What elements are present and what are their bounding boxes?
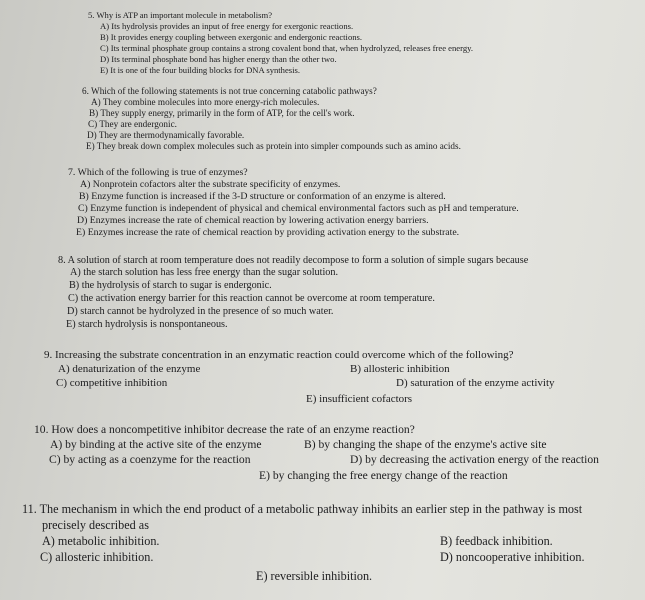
question-6-stem: 6. Which of the following statements is not true concerning catabolic pathways?: [82, 86, 377, 96]
question-6-option-c: C) They are endergonic.: [88, 119, 177, 129]
question-10-option-d: D) by decreasing the activation energy of the reaction: [350, 453, 599, 466]
question-5-option-b: B) It provides energy coupling between exergonic and endergonic reactions.: [100, 32, 363, 42]
question-10-option-b: B) by changing the shape of the enzyme's active site: [304, 438, 547, 451]
question-11-option-b: B) feedback inhibition.: [440, 534, 553, 548]
question-5-option-a: A) Its hydrolysis provides an input of free energy for exergonic reactions.: [100, 21, 354, 31]
question-9-stem: 9. Increasing the substrate concentration in an enzymatic reaction could overcome which of the following?: [44, 349, 514, 361]
question-9-option-d: D) saturation of the enzyme activity: [396, 377, 555, 389]
question-6-option-b: B) They supply energy, primarily in the form of ATP, for the cell's work.: [89, 108, 355, 118]
question-9-option-c: C) competitive inhibition: [56, 377, 168, 389]
question-9-option-a: A) denaturization of the enzyme: [58, 363, 201, 375]
question-8-stem: 8. A solution of starch at room temperature does not readily decompose to form a solution of simple sugars because: [58, 255, 529, 266]
question-10-stem: 10. How does a noncompetitive inhibitor decrease the rate of an enzyme reaction?: [34, 423, 415, 436]
question-10-option-e: E) by changing the free energy change of the reaction: [259, 469, 508, 482]
question-8-option-e: E) starch hydrolysis is nonspontaneous.: [66, 319, 228, 330]
question-6-option-d: D) They are thermodynamically favorable.: [87, 130, 245, 140]
question-6-option-e: E) They break down complex molecules such as protein into simpler compounds such as amino acids.: [86, 141, 461, 151]
question-7-option-b: B) Enzyme function is increased if the 3-D structure or conformation of an enzyme is altered.: [79, 191, 446, 202]
question-5-option-d: D) Its terminal phosphate bond has higher energy than the other two.: [100, 54, 337, 64]
question-11-option-c: C) allosteric inhibition.: [40, 550, 154, 564]
question-11-option-d: D) noncooperative inhibition.: [440, 550, 585, 564]
question-8-option-c: C) the activation energy barrier for this reaction cannot be overcome at room temperature.: [68, 293, 435, 304]
question-6-option-a: A) They combine molecules into more energy-rich molecules.: [91, 97, 320, 107]
question-8-option-d: D) starch cannot be hydrolyzed in the presence of so much water.: [67, 306, 334, 317]
question-7-option-a: A) Nonprotein cofactors alter the substrate specificity of enzymes.: [80, 179, 341, 190]
question-11-option-e: E) reversible inhibition.: [256, 569, 373, 583]
question-8-option-a: A) the starch solution has less free energy than the sugar solution.: [70, 267, 339, 278]
question-7-option-c: C) Enzyme function is independent of physical and chemical environmental factors such as pH and temperature.: [78, 203, 519, 214]
question-9-option-e: E) insufficient cofactors: [306, 393, 413, 405]
question-8-option-b: B) the hydrolysis of starch to sugar is endergonic.: [69, 280, 272, 291]
question-10-option-a: A) by binding at the active site of the enzyme: [50, 438, 262, 451]
question-11-stem-line-1: 11. The mechanism in which the end product of a metabolic pathway inhibits an earlier step in the pathway is most: [22, 502, 583, 516]
question-11-stem-line-2: precisely described as: [42, 518, 149, 532]
question-11-option-a: A) metabolic inhibition.: [42, 534, 160, 548]
question-7-option-e: E) Enzymes increase the rate of chemical reaction by providing activation energy to the substrate.: [76, 227, 460, 238]
question-7-option-d: D) Enzymes increase the rate of chemical reaction by lowering activation energy barriers.: [77, 215, 429, 226]
question-9-option-b: B) allosteric inhibition: [350, 363, 450, 375]
question-5-option-c: C) Its terminal phosphate group contains a strong covalent bond that, when hydrolyzed, releases free energy.: [100, 43, 473, 53]
question-5-stem: 5. Why is ATP an important molecule in metabolism?: [88, 10, 273, 20]
question-5-option-e: E) It is one of the four building blocks for DNA synthesis.: [100, 65, 301, 75]
question-7-stem: 7. Which of the following is true of enzymes?: [68, 167, 248, 178]
question-10-option-c: C) by acting as a coenzyme for the reaction: [49, 453, 251, 466]
